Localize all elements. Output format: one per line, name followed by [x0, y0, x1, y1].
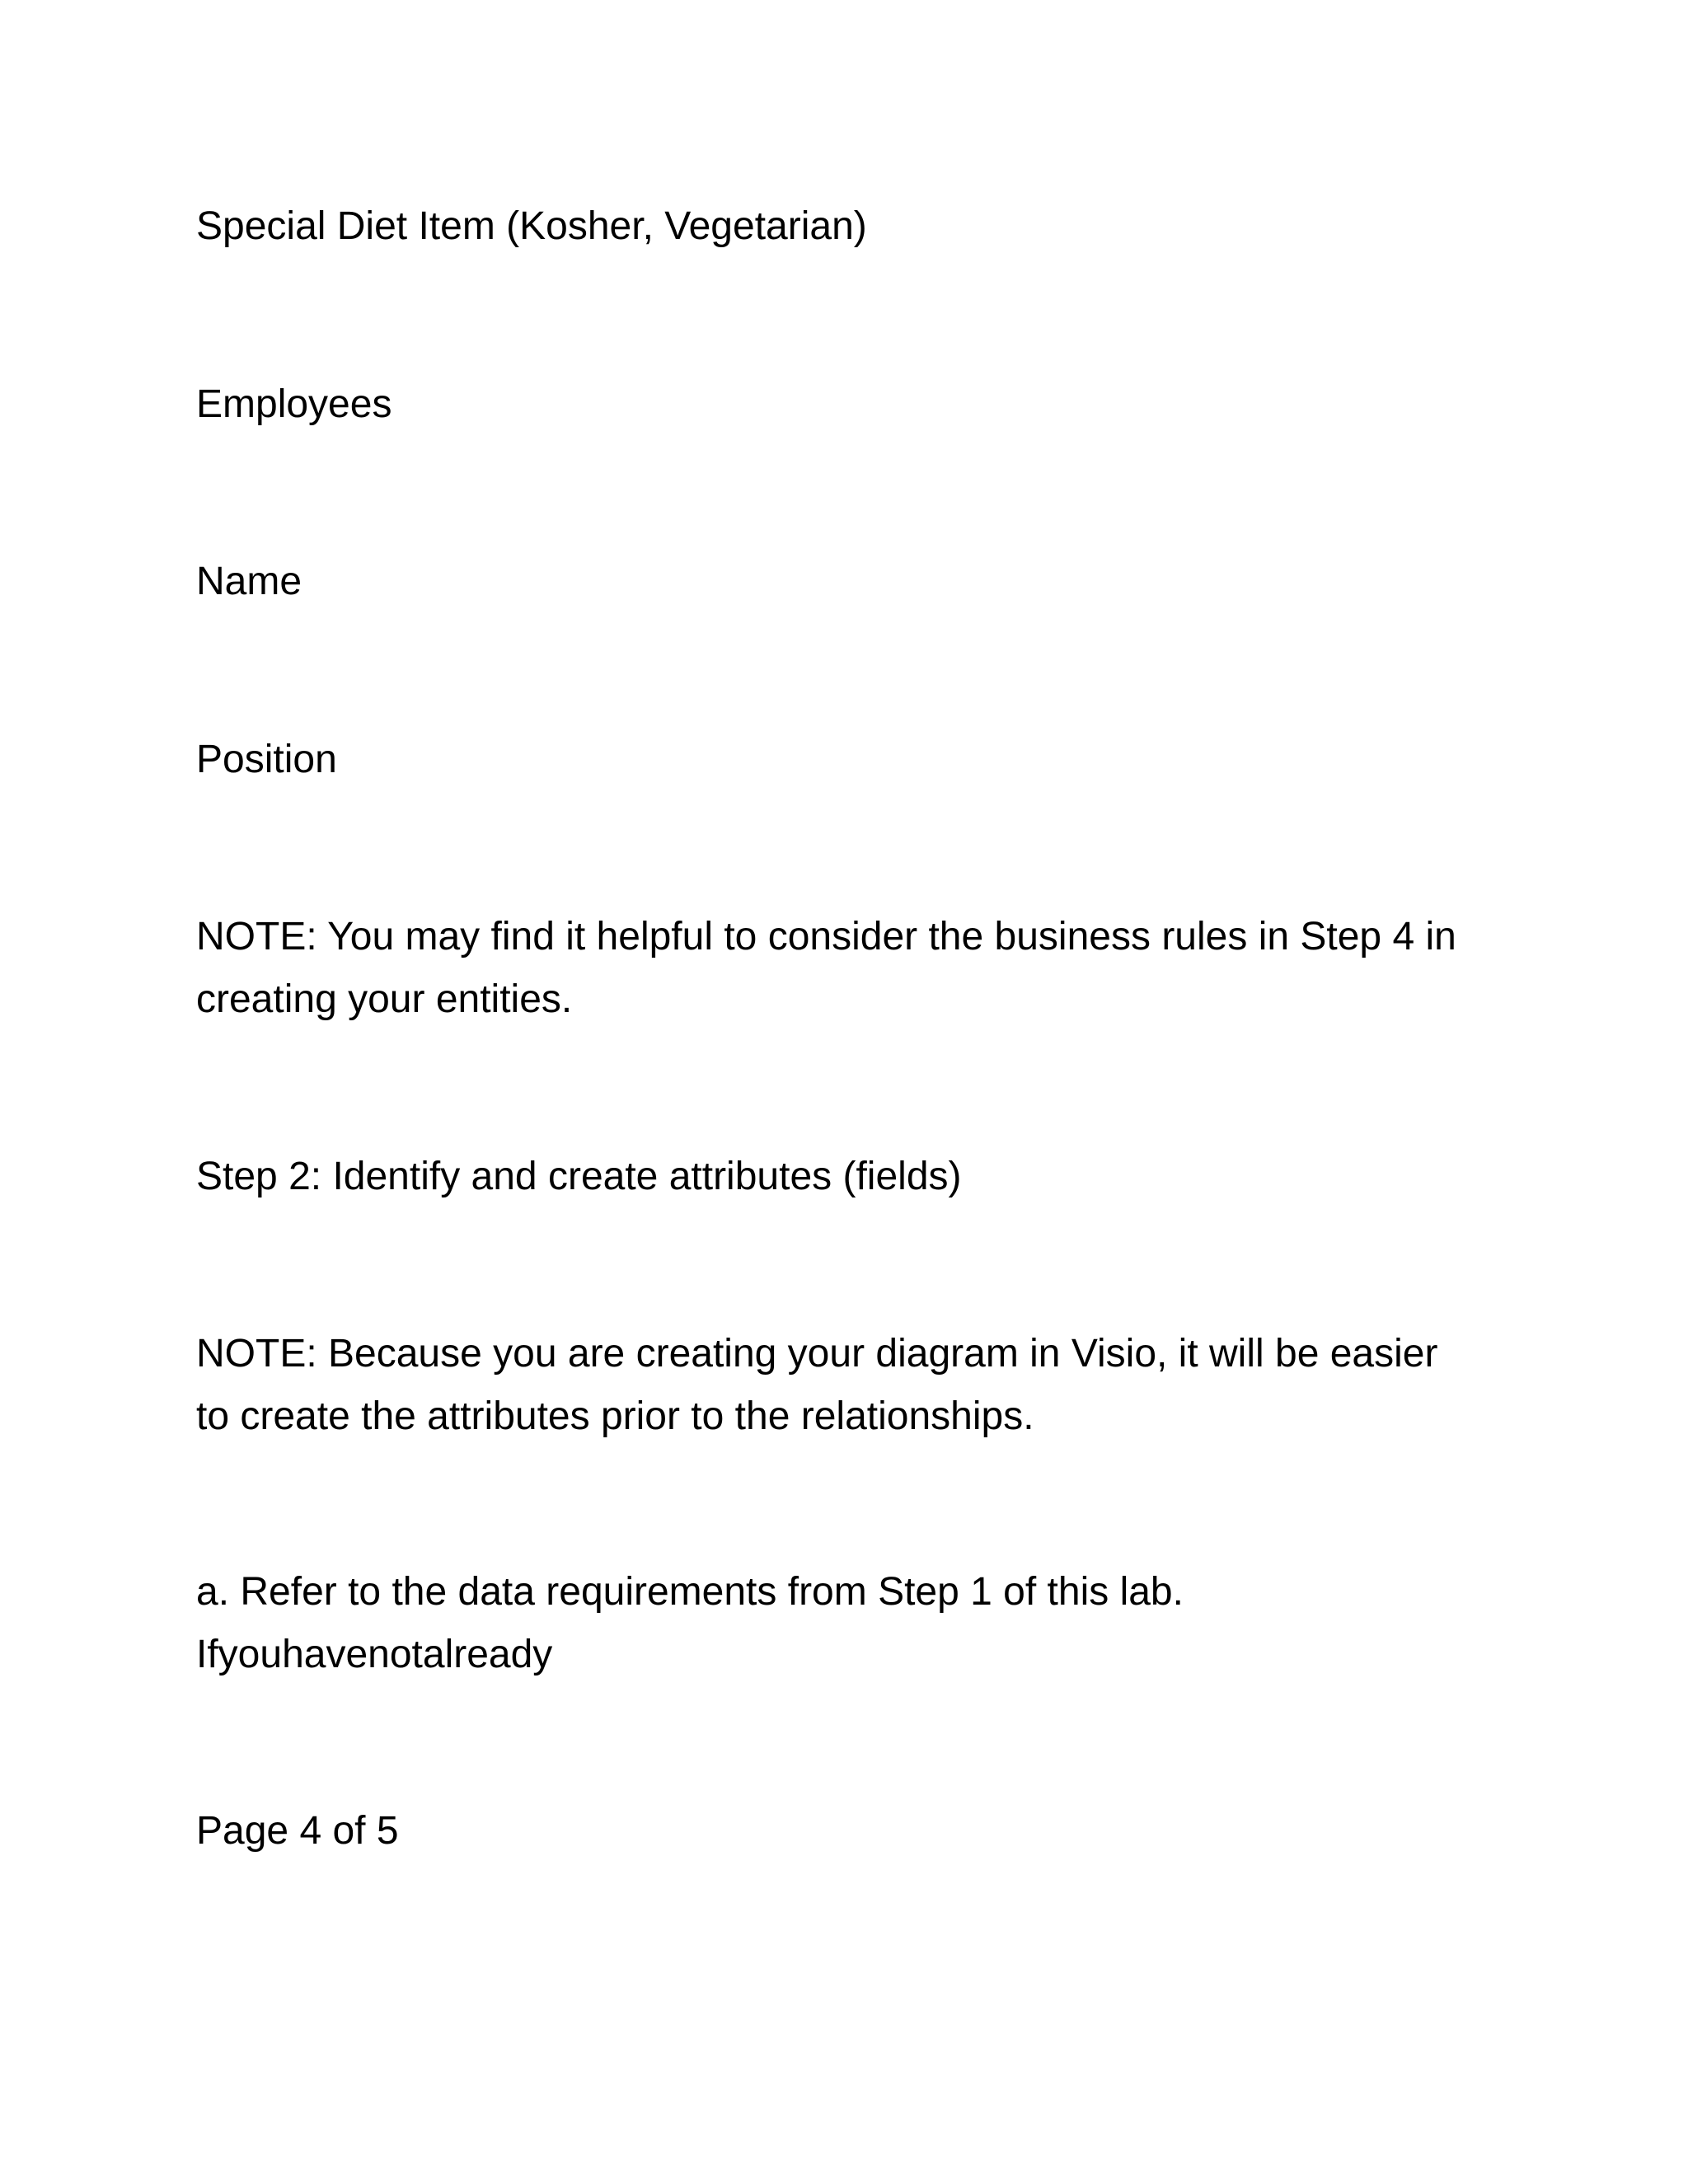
text-line: NOTE: Because you are creating your diagram in Visio, it will be easier [196, 1332, 1438, 1376]
entity-special-diet-item [196, 195, 1498, 258]
text-line: Name [196, 560, 302, 603]
entity-employees [196, 373, 1498, 436]
text-line: Special Diet Item (Kosher, Vegetarian) [196, 204, 867, 248]
note-business-rules [196, 906, 1498, 1031]
attribute-position [196, 729, 1498, 791]
step-2-heading [196, 1146, 1498, 1208]
text-line: Ifyouhavenotalready [196, 1633, 553, 1676]
attribute-name [196, 551, 1498, 613]
text-line: a. Refer to the data requirements from Step 1 of this lab. [196, 1570, 1184, 1614]
page-number-label: Page 4 of 5 [196, 1809, 399, 1853]
page-number [196, 1800, 1498, 1863]
text-line: NOTE: You may find it helpful to consider the business rules in Step 4 in [196, 915, 1456, 958]
text-line: to create the attributes prior to the relationships. [196, 1394, 1034, 1438]
text-line: Employees [196, 382, 392, 426]
text-line: Position [196, 738, 337, 781]
note-visio [196, 1323, 1498, 1448]
step-2a-instruction [196, 1561, 1498, 1686]
text-line: Step 2: Identify and create attributes (fields) [196, 1155, 962, 1198]
text-line: creating your entities. [196, 977, 573, 1021]
